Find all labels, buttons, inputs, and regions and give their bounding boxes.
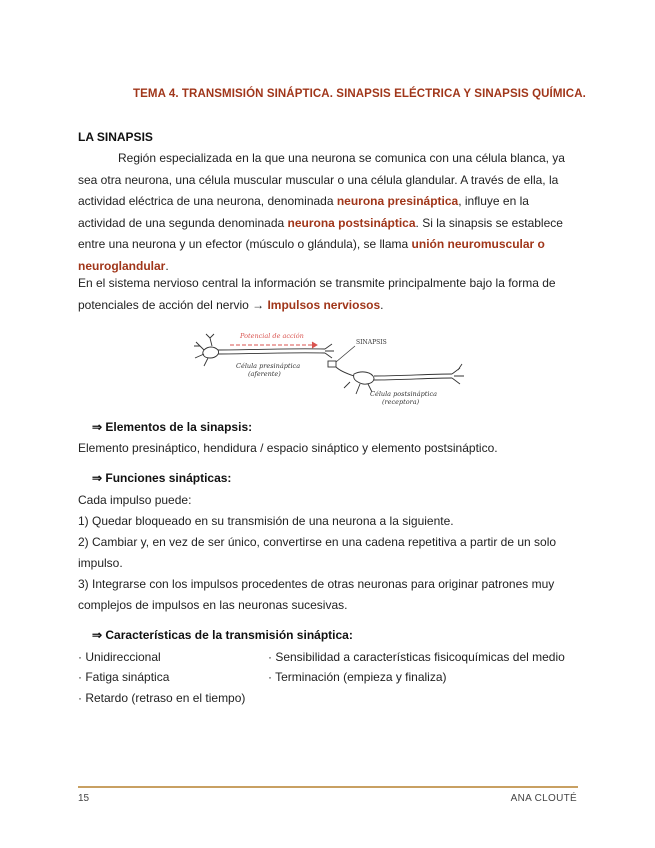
functions-intro: Cada impulso puede: [78, 493, 192, 507]
text-fragment: , influye en la actividad de una segunda denominada [78, 194, 529, 230]
text-fragment: . [380, 297, 384, 312]
label-postsynaptic-cell: Célula postsináptica [370, 390, 437, 398]
function-item-2-cont: impulso. [78, 556, 123, 570]
text-fragment: En el sistema nervioso central la información se transmite principalmente bajo la forma de potenciales de acción del nervio → [78, 276, 556, 312]
characteristic-left-3: · Retardo (retraso en el tiempo) [78, 691, 246, 705]
paragraph-cns [78, 273, 574, 316]
label-action-potential: Potencial de acción [240, 332, 304, 340]
highlight-nerve-impulses: Impulsos nerviosos [267, 297, 381, 312]
highlight-neuromuscular: unión neuromuscular o neuroglandular [78, 237, 545, 273]
highlight-postsynaptic: neurona postsináptica [287, 215, 416, 230]
function-item-2: 2) Cambiar y, en vez de ser único, convertirse en una cadena repetitiva a partir de un solo [78, 535, 557, 549]
page-title: TEMA 4. TRANSMISIÓN SINÁPTICA. SINAPSIS ELÉCTRICA Y SINAPSIS QUÍMICA. [133, 88, 586, 100]
footer-rule [78, 786, 578, 788]
page-number: 15 [78, 793, 90, 804]
synapse-box [328, 361, 336, 367]
text-fragment: . Si la sinapsis se establece entre una neurona y un efector (músculo o glándula), se llama [78, 215, 563, 251]
text-fragment: . [165, 258, 169, 273]
function-item-3: 3) Integrarse con los impulsos procedentes de otras neuronas para originar patrones muy [78, 577, 555, 591]
characteristic-left-2: · Fatiga sináptica [78, 670, 170, 684]
paragraph-synapse-definition [78, 148, 574, 277]
characteristic-left-1: · Unidireccional [78, 650, 161, 664]
function-item-1: 1) Quedar bloqueado en su transmisión de una neurona a la siguiente. [78, 514, 454, 528]
elements-text: Elemento presináptico, hendidura / espacio sináptico y elemento postsináptico. [78, 441, 498, 455]
label-presynaptic-sub: (aferente) [248, 370, 281, 378]
label-presynaptic-cell: Célula presináptica [236, 362, 301, 370]
synapse-diagram [190, 326, 470, 416]
text-fragment: Región especializada en la que una neurona se comunica con una célula blanca, ya sea otra neurona, una célula muscular muscular o una célula glandular. A través de ella, la actividad eléctrica de una neurona, denominada [78, 151, 565, 208]
heading-functions: ⇒ Funciones sinápticas: [92, 471, 232, 485]
function-item-3-cont: complejos de impulsos en las neuronas sucesivas. [78, 598, 348, 612]
author-name: ANA CLOUTÉ [510, 793, 577, 804]
characteristic-right-1: · Sensibilidad a características fisicoquímicas del medio [268, 650, 565, 664]
characteristic-right-2: · Terminación (empieza y finaliza) [268, 670, 447, 684]
heading-characteristics: ⇒ Características de la transmisión sináptica: [92, 628, 353, 642]
label-synapse: SINAPSIS [356, 339, 387, 346]
label-postsynaptic-sub: (receptora) [382, 398, 420, 406]
action-potential-arrow [230, 342, 317, 348]
highlight-presynaptic: neurona presináptica [336, 194, 459, 208]
section-heading: LA SINAPSIS [78, 130, 153, 144]
synapse-pointer [336, 346, 355, 362]
heading-elements: ⇒ Elementos de la sinapsis: [92, 420, 253, 434]
